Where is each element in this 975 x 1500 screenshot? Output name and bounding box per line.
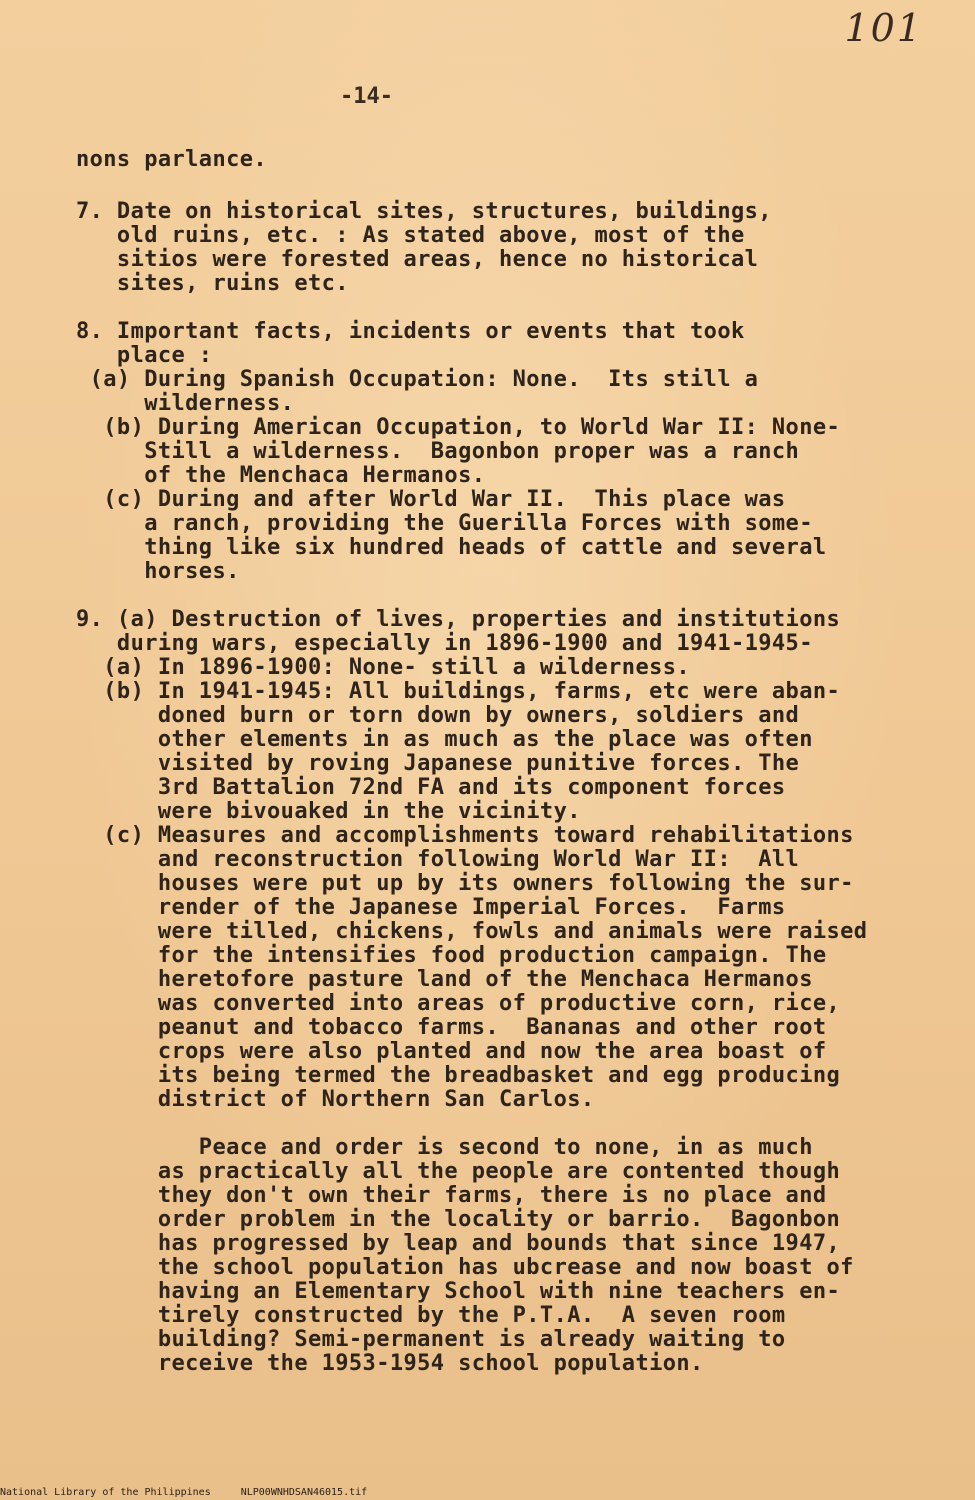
text-line: horses.: [76, 559, 240, 584]
text-line: (c) Measures and accomplishments toward rehabilitations: [76, 823, 854, 848]
text-line: sitios were forested areas, hence no historical: [76, 247, 759, 272]
text-line: of the Menchaca Hermanos.: [76, 463, 486, 488]
text-line: heretofore pasture land of the Menchaca Hermanos: [76, 967, 813, 992]
folio-number: 101: [844, 6, 923, 50]
text-line: Peace and order is second to none, in as much: [76, 1135, 813, 1160]
text-line: having an Elementary School with nine teachers en-: [76, 1279, 841, 1304]
text-line: building? Semi-permanent is already waiting to: [76, 1327, 786, 1352]
text-line: 9. (a) Destruction of lives, properties and institutions: [76, 607, 841, 632]
text-line: tirely constructed by the P.T.A. A seven room: [76, 1303, 786, 1328]
text-line: sites, ruins etc.: [76, 271, 349, 296]
text-line: 8. Important facts, incidents or events that took: [76, 319, 745, 344]
text-line: wilderness.: [76, 391, 295, 416]
text-line: Still a wilderness. Bagonbon proper was a ranch: [76, 439, 800, 464]
text-line: they don't own their farms, there is no place and: [76, 1183, 827, 1208]
text-line: (c) During and after World War II. This place was: [76, 487, 786, 512]
text-line: (b) In 1941-1945: All buildings, farms, etc were aban-: [76, 679, 841, 704]
page-number: -14-: [340, 84, 393, 109]
file-name: NLP00WNHDSAN46015.tif: [240, 1487, 368, 1498]
text-line: during wars, especially in 1896-1900 and 1941-1945-: [76, 631, 813, 656]
text-line: peanut and tobacco farms. Bananas and other root: [76, 1015, 827, 1040]
text-line: receive the 1953-1954 school population.: [76, 1351, 704, 1376]
text-line: nons parlance.: [76, 147, 268, 172]
text-line: place :: [76, 343, 213, 368]
text-line: (b) During American Occupation, to World War II: None-: [76, 415, 841, 440]
scan-footer: [0, 1487, 367, 1498]
text-line: were tilled, chickens, fowls and animals were raised: [76, 919, 868, 944]
text-line: render of the Japanese Imperial Forces. Farms: [76, 895, 786, 920]
text-line: a ranch, providing the Guerilla Forces with some-: [76, 511, 813, 536]
library-credit: National Library of the Philippines: [0, 1487, 211, 1498]
text-line: was converted into areas of productive corn, rice,: [76, 991, 841, 1016]
text-line: 7. Date on historical sites, structures, buildings,: [76, 199, 772, 224]
text-line: were bivouaked in the vicinity.: [76, 799, 581, 824]
text-line: crops were also planted and now the area boast of: [76, 1039, 827, 1064]
text-line: 3rd Battalion 72nd FA and its component forces: [76, 775, 786, 800]
text-line: visited by roving Japanese punitive forces. The: [76, 751, 800, 776]
text-line: doned burn or torn down by owners, soldiers and: [76, 703, 800, 728]
text-line: its being termed the breadbasket and egg producing: [76, 1063, 841, 1088]
text-line: district of Northern San Carlos.: [76, 1087, 595, 1112]
text-line: has progressed by leap and bounds that since 1947,: [76, 1231, 841, 1256]
text-line: order problem in the locality or barrio. Bagonbon: [76, 1207, 841, 1232]
text-line: and reconstruction following World War II: All: [76, 847, 800, 872]
text-line: old ruins, etc. : As stated above, most of the: [76, 223, 745, 248]
text-line: (a) In 1896-1900: None- still a wilderness.: [76, 655, 691, 680]
text-line: houses were put up by its owners following the sur-: [76, 871, 854, 896]
text-line: (a) During Spanish Occupation: None. Its still a: [76, 367, 759, 392]
text-line: for the intensifies food production campaign. The: [76, 943, 827, 968]
text-line: other elements in as much as the place was often: [76, 727, 813, 752]
text-line: thing like six hundred heads of cattle and several: [76, 535, 827, 560]
text-line: the school population has ubcrease and now boast of: [76, 1255, 854, 1280]
text-line: as practically all the people are contented though: [76, 1159, 841, 1184]
